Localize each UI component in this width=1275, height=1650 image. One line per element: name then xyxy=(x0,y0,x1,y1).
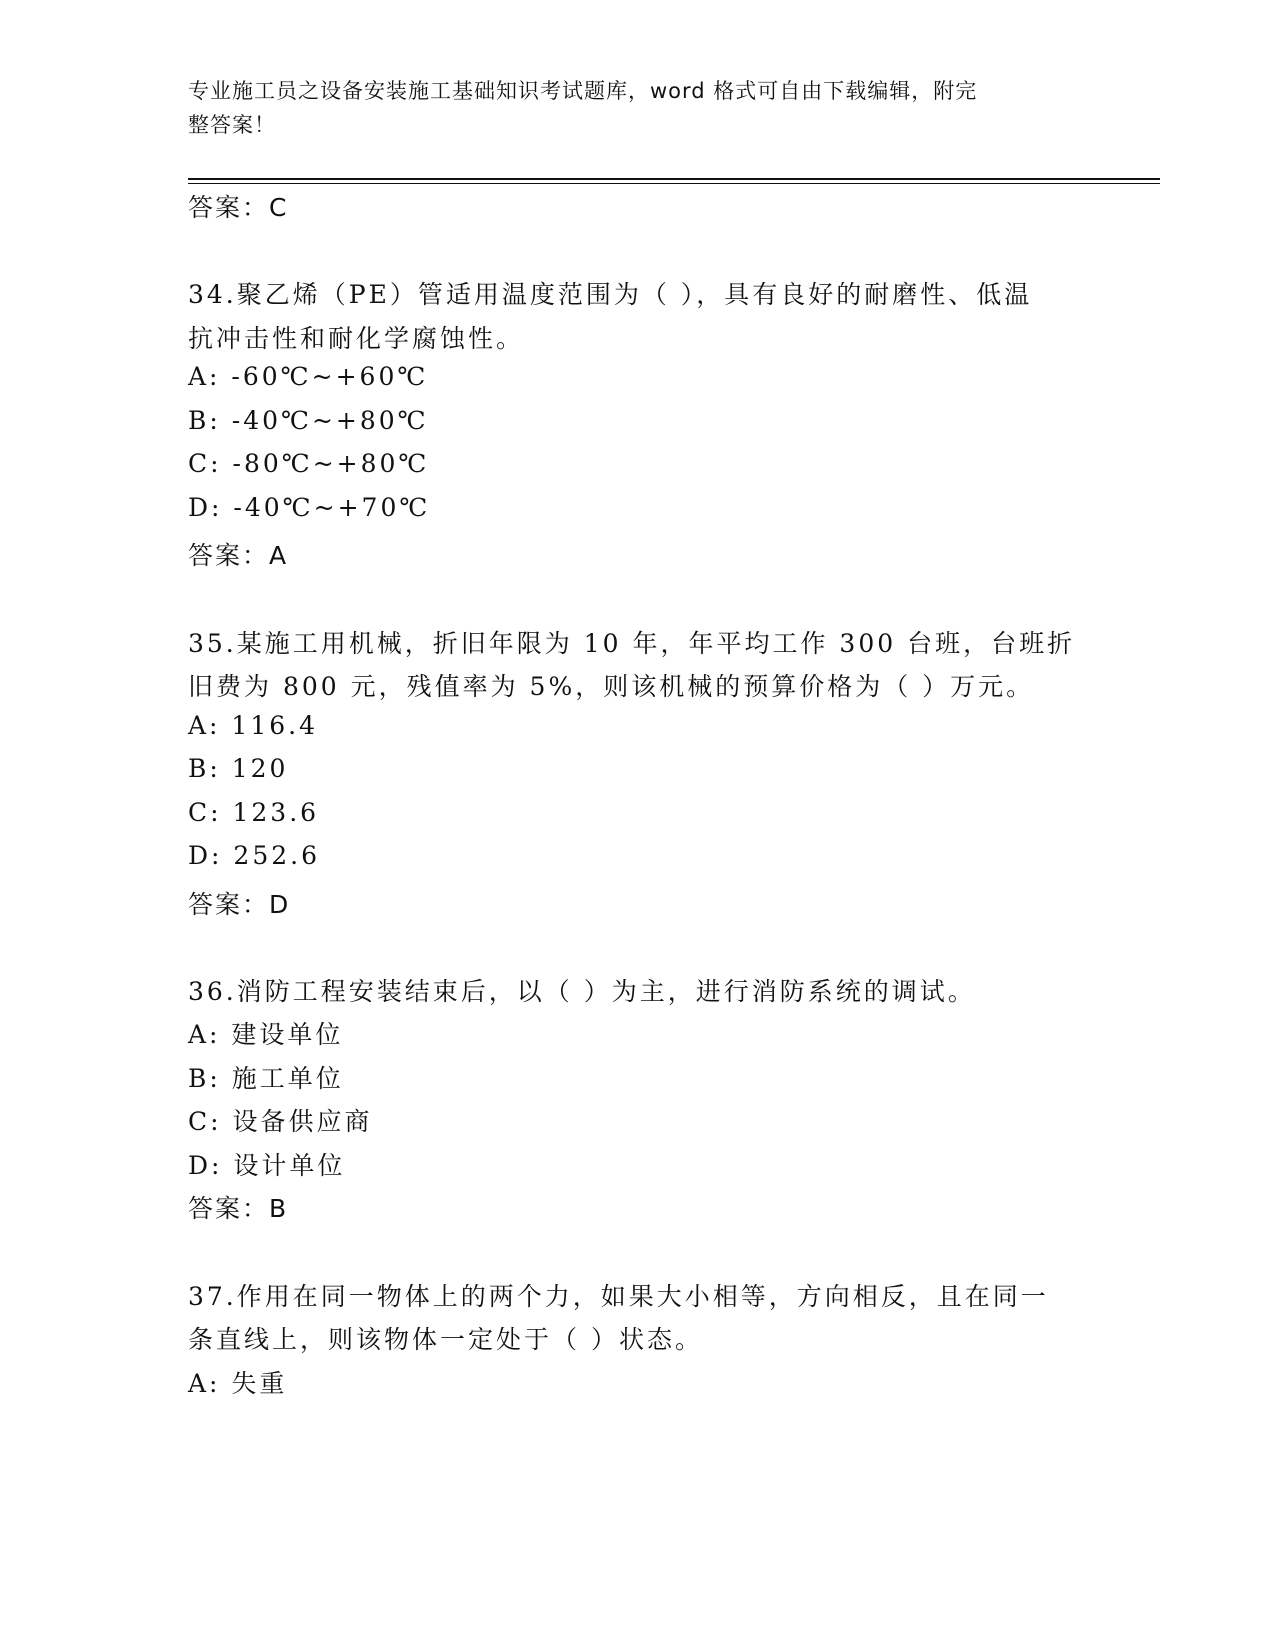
question-34-answer: 答案：A xyxy=(188,541,289,570)
question-35-option-c: C: 123.6 xyxy=(188,798,320,827)
question-34-stem-line-1: 34.聚乙烯（PE）管适用温度范围为（ ），具有良好的耐磨性、低温 xyxy=(188,280,1033,309)
question-36-answer: 答案：B xyxy=(188,1194,289,1223)
header-divider-thin xyxy=(188,183,1160,184)
question-37-stem-line-2: 条直线上，则该物体一定处于（ ）状态。 xyxy=(188,1325,703,1354)
question-36-option-d: D: 设计单位 xyxy=(188,1151,346,1180)
question-34-stem-line-2: 抗冲击性和耐化学腐蚀性。 xyxy=(188,324,525,353)
question-35-stem-line-2: 旧费为 800 元，残值率为 5%，则该机械的预算价格为（ ）万元。 xyxy=(188,672,1035,701)
question-36-stem-line-1: 36.消防工程安装结束后，以（ ）为主，进行消防系统的调试。 xyxy=(188,977,976,1006)
question-34-option-b: B: -40℃~+80℃ xyxy=(188,406,429,435)
question-35-option-a: A: 116.4 xyxy=(188,711,318,740)
question-35-answer: 答案：D xyxy=(188,890,291,919)
question-35-stem-line-1: 35.某施工用机械，折旧年限为 10 年，年平均工作 300 台班，台班折 xyxy=(188,629,1076,658)
header-line-1: 专业施工员之设备安装施工基础知识考试题库，word 格式可自由下载编辑，附完 xyxy=(188,79,978,103)
question-36-option-b: B: 施工单位 xyxy=(188,1064,344,1093)
page-header xyxy=(188,74,1068,142)
question-34-option-d: D: -40℃~+70℃ xyxy=(188,493,431,522)
question-34-option-a: A: -60℃~+60℃ xyxy=(188,362,429,391)
header-divider-thick xyxy=(188,178,1160,180)
question-37-stem-line-1: 37.作用在同一物体上的两个力，如果大小相等，方向相反，且在同一 xyxy=(188,1282,1049,1311)
question-35-option-d: D: 252.6 xyxy=(188,841,320,870)
question-34-option-c: C: -80℃~+80℃ xyxy=(188,449,430,478)
question-35-option-b: B: 120 xyxy=(188,754,289,783)
question-37-option-a: A: 失重 xyxy=(188,1369,288,1398)
question-36-option-a: A: 建设单位 xyxy=(188,1020,344,1049)
header-line-2: 整答案！ xyxy=(188,113,276,137)
question-36-option-c: C: 设备供应商 xyxy=(188,1107,373,1136)
answer-previous: 答案：C xyxy=(188,193,289,222)
